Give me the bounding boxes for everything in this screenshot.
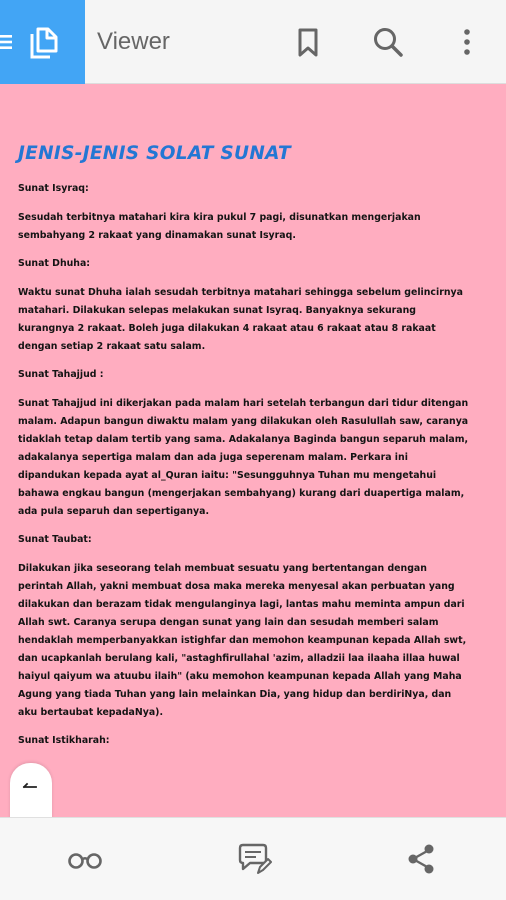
back-tab-button[interactable] — [10, 763, 52, 821]
section-label-tahajjud: Sunat Tahajjud : — [18, 369, 104, 380]
bookmark-icon[interactable] — [292, 26, 324, 58]
reading-glasses-icon[interactable] — [67, 842, 103, 876]
paragraph-dhuha: Waktu sunat Dhuha ialah sesudah terbitnya matahari sehingga sebelum gelincirnya matahari. Dilakukan selepas melakukan sunat Isyraq. Banyaknya sekurang kurangnya 2 rakaat. Boleh juga dilakukan 4 rakaat atau 6 rakaat atau 8 rakaat dengan setiap 2 rakaat satu salam. — [18, 287, 463, 352]
app-bar — [0, 0, 506, 84]
pages-icon — [28, 26, 60, 60]
annotate-comment-icon[interactable] — [236, 842, 272, 876]
section-label-istikharah: Sunat Istikharah: — [18, 735, 110, 746]
document-page[interactable] — [0, 84, 506, 817]
share-icon[interactable] — [405, 842, 437, 876]
document-body — [18, 180, 470, 761]
paragraph-taubat: Dilakukan jika seseorang telah membuat sesuatu yang bertentangan dengan perintah Allah, yakni membuat dosa maka mereka menyesal akan perbuatan yang dilakukan dan berazam tidak mengulanginya lagi, lantas mahu meminta ampun dari Allah swt. Caranya serupa dengan sunat yang lain dan sesudah memberi salam hendaklah memperbanyakkan istighfar dan memohon keampunan kepada Allah swt, dan ucapkanlah berulang kali, "astaghfirullahal 'azim, alladzii laa ilaaha illaa huwal haiyul qaiyum wa atuubu ilaih" (aku memohon keampunan kepada Allah yang Maha Agung yang tiada Tuhan yang lain melainkan Dia, yang hidup dan berdiriNya, dan aku bertaubat kepadaNya). — [18, 563, 467, 718]
section-label-taubat: Sunat Taubat: — [18, 534, 92, 545]
section-label-dhuha: Sunat Dhuha: — [18, 258, 91, 269]
app-title: Viewer — [97, 28, 170, 55]
back-arrow-icon — [21, 781, 41, 797]
menu-lines-icon — [0, 34, 14, 50]
document-heading: JENIS-JENIS SOLAT SUNAT — [18, 143, 291, 164]
paragraph-tahajjud: Sunat Tahajjud ini dikerjakan pada malam hari setelah terbangun dari tidur ditengan malam. Adapun bangun diwaktu malam yang dilakukan oleh Rasulullah saw, caranya tidaklah tetap dalam tertib yang sama. Adakalanya Baginda bangun separuh malam, adakalanya sepertiga malam dan ada juga seperenam malam. Perkara ini dipandukan kepada ayat al_Quran iaitu: "Sesungguhnya Tuhan mu mengetahui bahawa engkau bangun (mengerjakan sembahyang) kurang dari duapertiga malam, ada pula separuh dan sepertiganya. — [18, 398, 469, 517]
bottom-bar — [0, 817, 506, 900]
table-of-contents-button[interactable] — [0, 0, 85, 84]
paragraph-isyraq: Sesudah terbitnya matahari kira kira pukul 7 pagi, disunatkan mengerjakan sembahyang 2 rakaat yang dinamakan sunat Isyraq. — [18, 212, 421, 241]
search-icon[interactable] — [372, 26, 404, 58]
section-label-isyraq: Sunat Isyraq: — [18, 183, 89, 194]
more-vertical-icon[interactable] — [451, 26, 483, 58]
